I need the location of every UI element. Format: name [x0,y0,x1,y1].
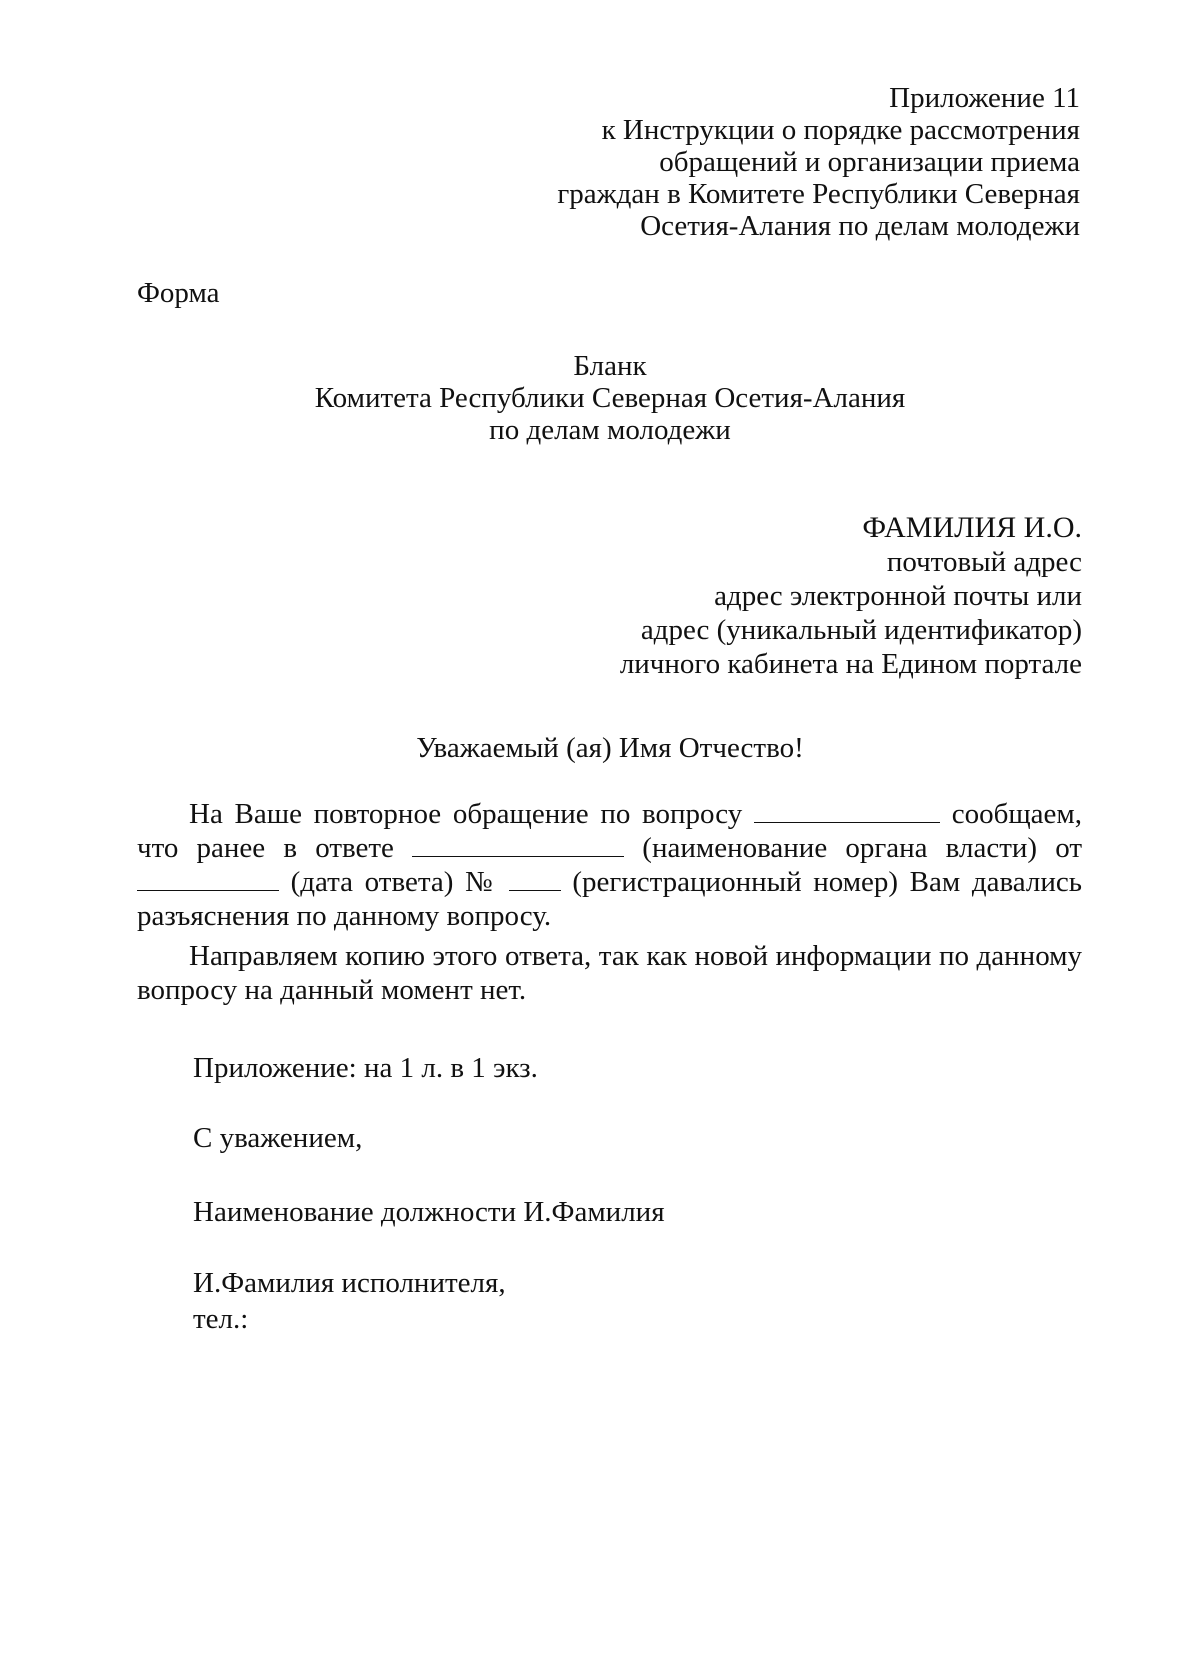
body-text-segment: (наименование органа власти) от [642,832,1083,864]
appendix-header [460,82,1080,242]
signatory-line: Наименование должности И.Фамилия [193,1196,665,1228]
greeting: Уважаемый (ая) Имя Отчество! [416,732,804,764]
blank-field-number [509,868,561,891]
appendix-line: к Инструкции о порядке рассмотрения [601,114,1080,146]
letterhead [0,350,1200,446]
addressee-line: почтовый адрес [886,546,1082,578]
body-text-segment: На Ваше повторное обращение по вопросу [189,798,743,830]
letterhead-line: Комитета Республики Северная Осетия-Алания [314,382,906,414]
addressee-block [482,512,1082,682]
blank-field-answer [412,834,624,857]
blank-field-date [137,868,279,891]
executor-name: И.Фамилия исполнителя, [193,1267,506,1299]
form-label: Форма [137,277,220,309]
letter-body [137,797,1082,1013]
body-text-segment: (дата ответа) № [290,866,498,898]
addressee-line: личного кабинета на Едином портале [619,648,1082,680]
appendix-title: Приложение 11 [889,82,1080,114]
body-text-segment: (регистрационный номер) Вам давались разъяснения по данному вопросу. [137,866,1083,932]
enclosure-note: Приложение: на 1 л. в 1 экз. [193,1052,538,1084]
addressee-line: адрес (уникальный идентификатор) [640,614,1082,646]
closing-phrase: С уважением, [193,1122,363,1154]
letterhead-line: по делам молодежи [489,414,731,446]
body-text-segment: сообщаем, что ранее в ответе [137,798,1083,864]
appendix-line: Осетия-Алания по делам молодежи [640,210,1080,242]
blank-field-question [754,800,940,823]
addressee-line: адрес электронной почты или [714,580,1082,612]
appendix-line: граждан в Комитете Республики Северная [557,178,1080,210]
executor-phone-label: тел.: [193,1303,249,1335]
appendix-line: обращений и организации приема [659,146,1080,178]
addressee-name: ФАМИЛИЯ И.О. [862,511,1082,544]
body-paragraph-1 [137,797,1082,933]
letterhead-line: Бланк [573,350,647,382]
executor-block [193,1267,506,1339]
body-paragraph-2: Направляем копию этого ответа, так как новой информации по данному вопросу на данный момент нет. [137,940,1082,1006]
